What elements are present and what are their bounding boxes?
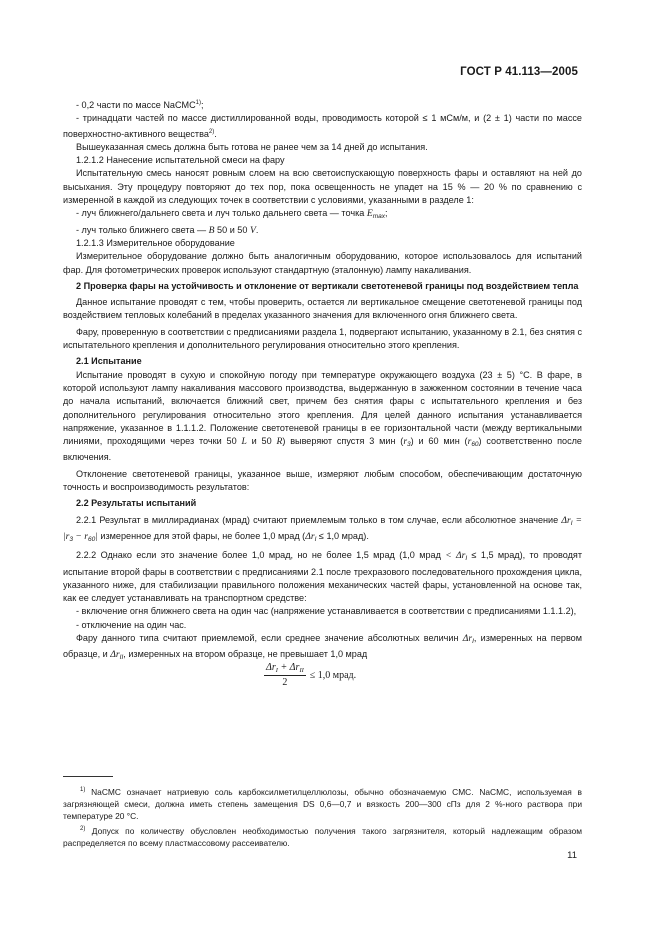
list-item: - тринадцати частей по массе дистиллированной воды, проводимость которой ≤ 1 мСм/м, и (2 ± 1) части по массе поверхностно-активного вещества$^{2)}$. bbox=[63, 113, 582, 139]
paragraph: Фару, проверенную в соответствии с предписаниями раздела 1, подвергают испытанию, указанному в 2.1, без снятия с испытательного крепления и дополнительного регулирования относительно этого крепления. bbox=[63, 326, 582, 351]
section-heading: 2.1 Испытание bbox=[76, 356, 142, 367]
page-number: 11 bbox=[567, 850, 577, 861]
formula-inequality: ≤ 1,0 мрад. bbox=[309, 669, 357, 681]
formula-denominator: 2 bbox=[282, 677, 288, 688]
paragraph: Измерительное оборудование должно быть аналогичным оборудованию, которое использовалось для испытаний фар. Для фотометрических проверок используют стандартную (эталонную) лампу накаливания. bbox=[63, 251, 582, 275]
footnote-divider bbox=[63, 776, 113, 777]
subsection-heading: 1.2.1.2 Нанесение испытательной смеси на фару bbox=[76, 155, 285, 166]
subsection-heading: 1.2.1.3 Измерительное оборудование bbox=[76, 237, 235, 248]
section-heading: 2.2 Результаты испытаний bbox=[76, 498, 197, 509]
footnote-ref: 1) bbox=[195, 100, 202, 106]
paragraph: 2.2.1 Результат в миллирадианах (мрад) считают приемлемым только в том случае, если абсолютное значение $\Delta r_I = |r_3 - r_{60}|$ измеренное для этой фары, не более 1,0 мрад ($\Delta r_I \le 1,0$ мрад). bbox=[63, 514, 582, 543]
document-body bbox=[63, 97, 582, 665]
footnote: $^{2)}$ Допуск по количеству обусловлен необходимостью получения такого загрязнителя, который надлежащим образом распределяется по всему пластмассовому рассеивателю. bbox=[63, 825, 582, 848]
paragraph: Испытание проводят в сухую и спокойную погоду при температуре окружающего воздуха (23 ± 5) °С. В фаре, в которой используют лампу накаливания массового производства, выдержанную в зажженном состоянии в течение часа до начала испытаний, включается ближний свет, причем без снятия фары с испытательного крепления и без дополнительного регулирования относительно этого крепления. Для целей данного испытания устанавливается напряжение, указанное в 1.1.1.2. Положение светотеневой границы в ее горизонтальной части (между вертикальными линиями, проходящими через точки 50 L и 50 R) выверяют спустя 3 мин $(r_3)$ и 60 мин $(r_{60})$ соответственно после включения. bbox=[63, 369, 582, 463]
footnote: $^{1)}$ NaCMC означает натриевую соль карбоксилметилцеллюлозы, обычно обозначаемую CMC. NaCMC, используемая в загрязняющей смеси, должна иметь степень замещения DS 0,6—0,7 и вязкость 200—300 сПз для 2 %-ного раствора при температуре 20 °С. bbox=[63, 787, 582, 822]
section-heading: 2 Проверка фары на устойчивость и отклонение от вертикали светотеневой границы под воздействием тепла bbox=[76, 280, 579, 291]
footnote-ref: 2) bbox=[208, 128, 215, 135]
paragraph: Фару данного типа считают приемлемой, если среднее значение абсолютных величин $\Delta r_I$, измеренных на первом образце, и $\Delta r_{II}$, измеренных на втором образце, не превышает 1,0 мрад bbox=[63, 632, 582, 662]
paragraph: 2.2.2 Однако если это значение более 1,0 мрад, но не более 1,5 мрад (1,0 мрад < $\Delta r_I \le 1,5$ мрад), то проводят испытание второй фары в соответствии с предписаниями 2.1 после трехразового последовательного прохождения цикла, указанного ниже, для стабилизации правильного положения механических частей фары, установленной на основе так, как ее следует устанавливать на транспортном средстве: bbox=[63, 550, 582, 604]
document-header: ГОСТ Р 41.113—2005 bbox=[460, 66, 578, 78]
formula-fraction bbox=[264, 662, 306, 688]
list-item: - включение огня ближнего света на один час (напряжение устанавливается в соответствии с предписаниями 1.1.1.2), bbox=[76, 606, 577, 617]
paragraph: Отклонение светотеневой границы, указанное выше, измеряют любым способом, обеспечивающим достаточную точность и воспроизводимость результатов: bbox=[63, 468, 582, 493]
list-item: - отключение на один час. bbox=[76, 619, 187, 630]
formula-numerator: $\Delta r_I + \Delta r_{II}$ bbox=[266, 662, 304, 674]
list-item: - луч только ближнего света — B 50 и 50 V. bbox=[76, 224, 259, 236]
paragraph: Испытательную смесь наносят ровным слоем на всю светоиспускающую поверхность фары и оставляют на ней до высыхания. Эту процедуру повторяют до тех пор, пока освещенность не упадет на 15 % — 20 % по сравнению с измеренной в каждой из следующих точек в соответствии с условиями, указанными в разделе 1: bbox=[63, 168, 582, 206]
paragraph: Данное испытание проводят с тем, чтобы проверить, остается ли вертикальное смещение светотеневой границы под воздействием тепловых колебаний в пределах указанного значения для включенного огня ближнего света. bbox=[63, 297, 582, 321]
footnotes bbox=[63, 784, 582, 849]
list-item: - луч ближнего/дальнего света и луч только дальнего света — точка $E_{max}$; bbox=[76, 208, 388, 221]
formula bbox=[264, 662, 356, 688]
paragraph: Вышеуказанная смесь должна быть готова не ранее чем за 14 дней до испытания. bbox=[76, 141, 428, 152]
list-item: - 0,2 части по массе NaCMC$^{1)}$; bbox=[76, 100, 204, 110]
